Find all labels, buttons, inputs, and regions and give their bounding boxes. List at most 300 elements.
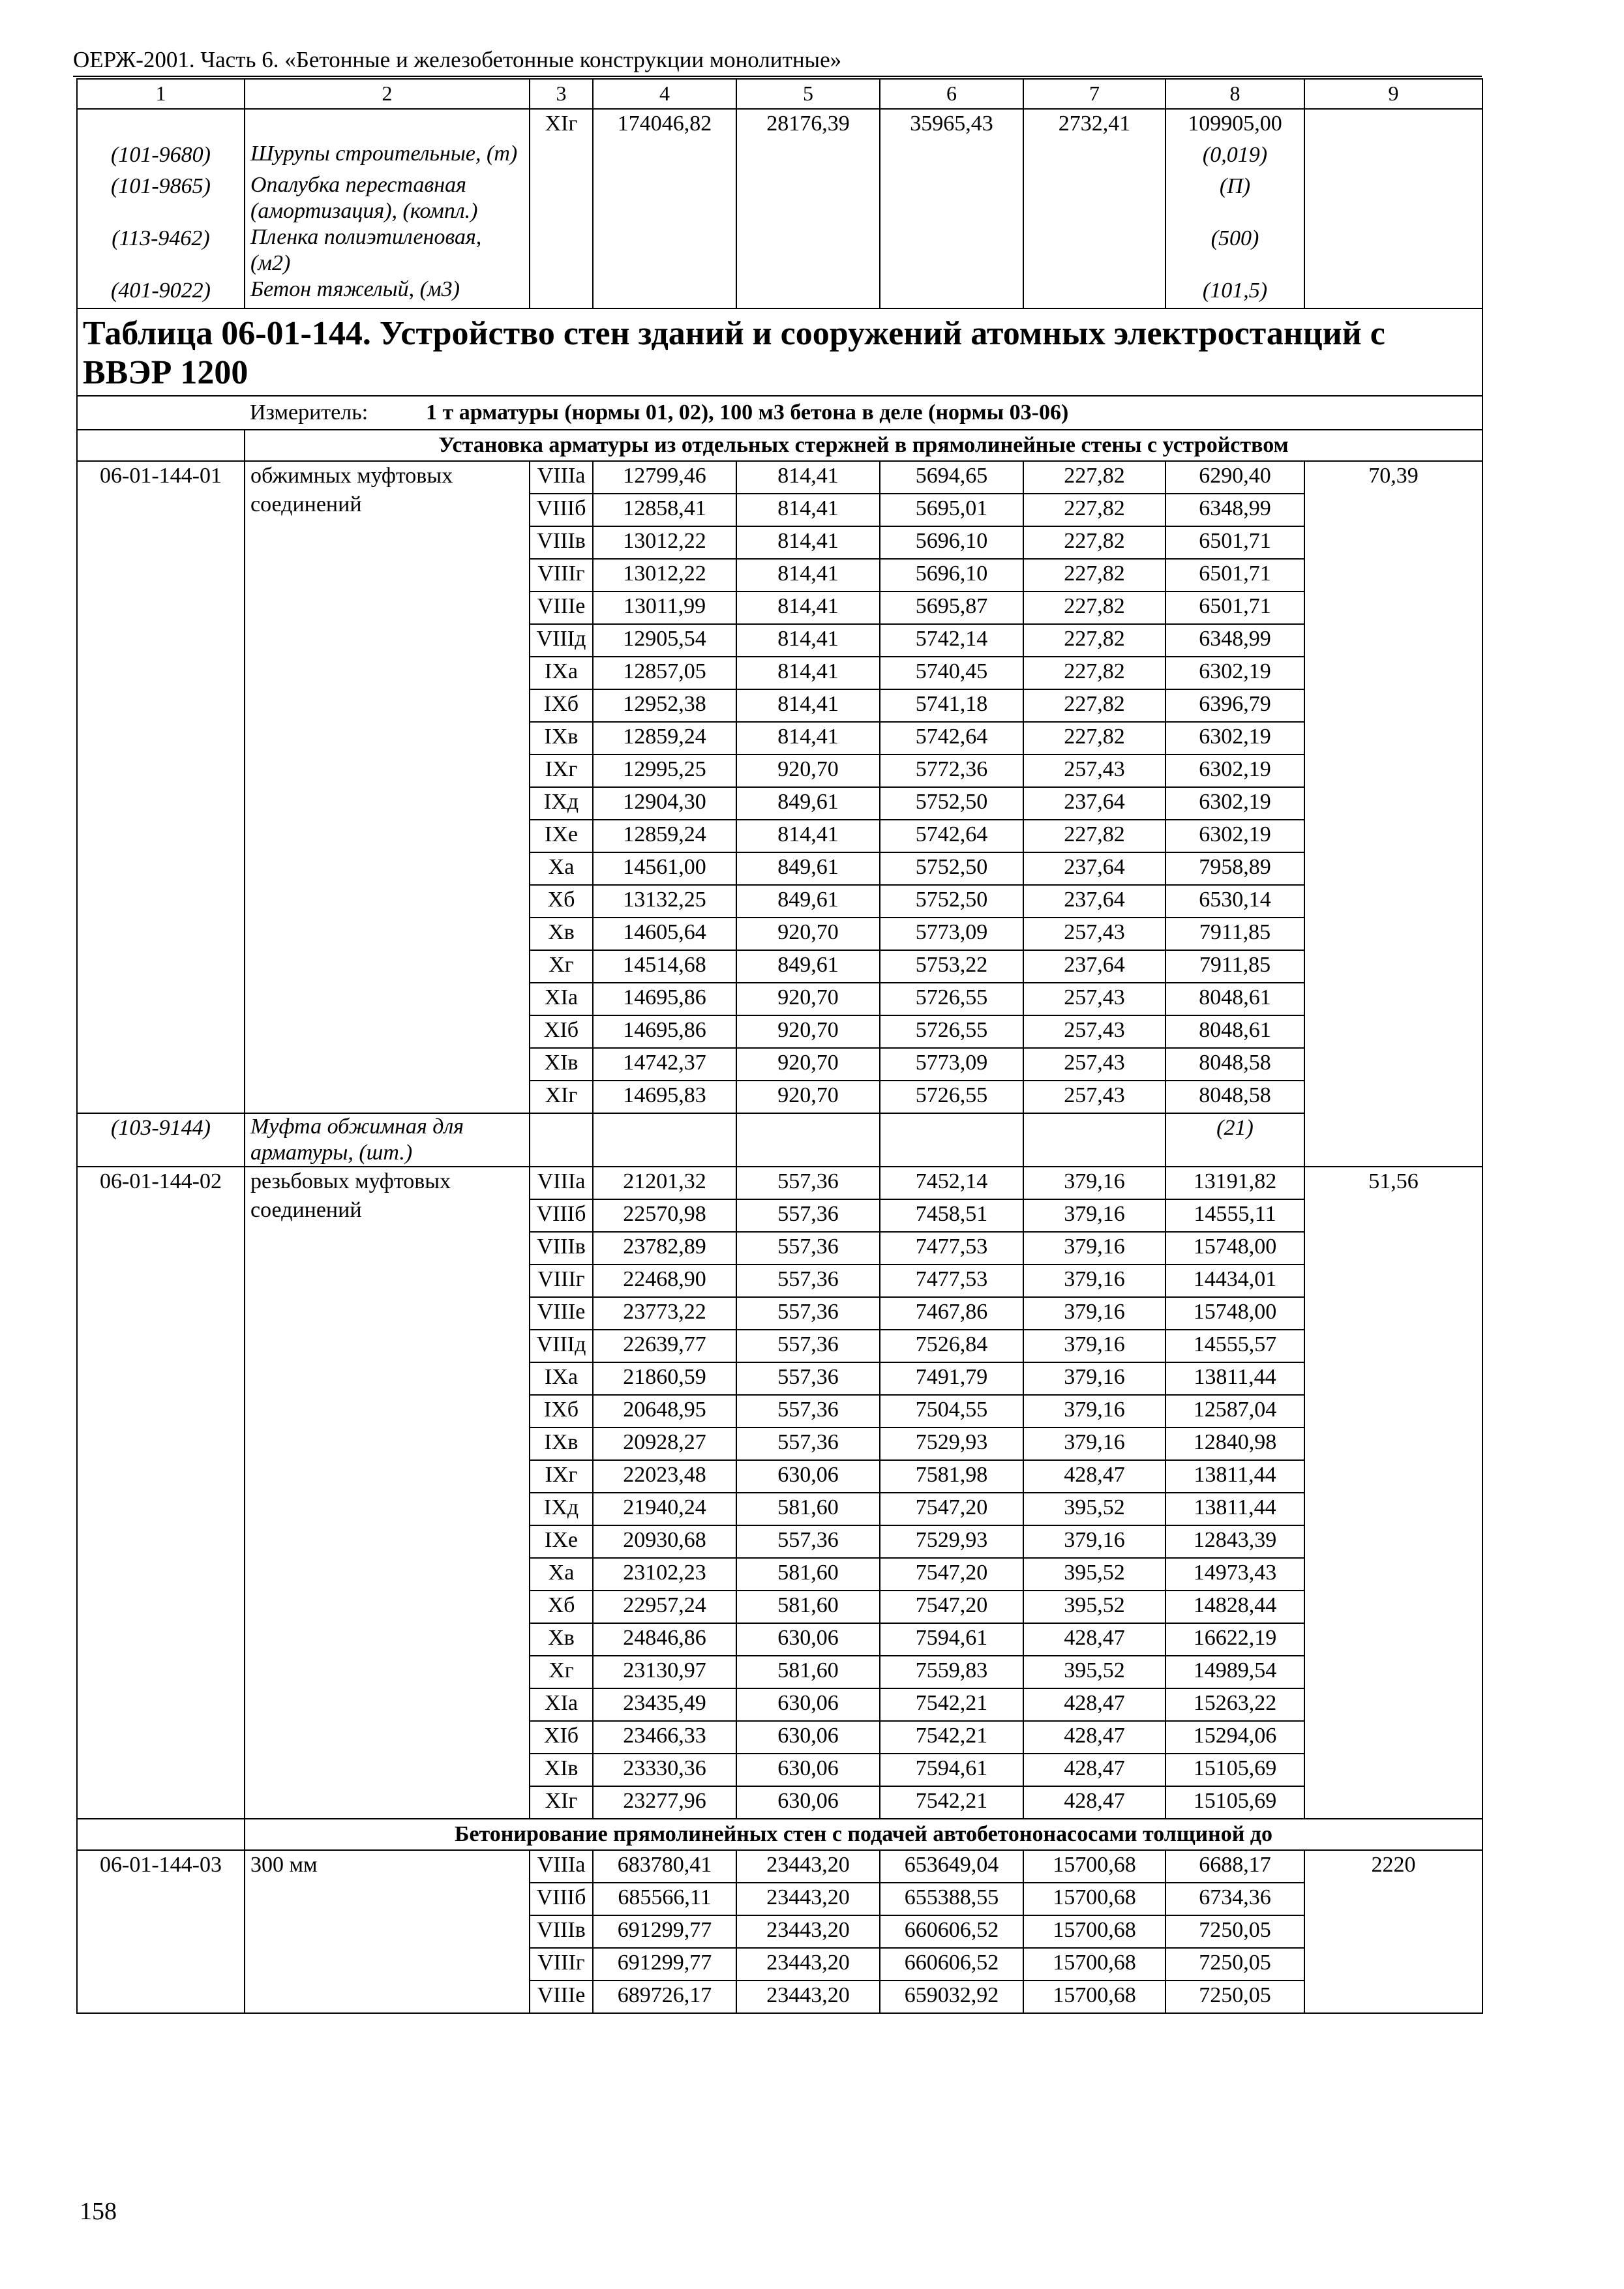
direct-cost-cell: 22023,48	[593, 1460, 736, 1493]
driver-wage-cell: 227,82	[1023, 494, 1165, 526]
empty-cell	[593, 1113, 736, 1167]
resource-quantity: (П)	[1165, 172, 1304, 224]
machine-cost-cell: 7594,61	[880, 1754, 1023, 1786]
meter-cell	[77, 396, 1482, 430]
machine-cost-cell: 7547,20	[880, 1558, 1023, 1591]
empty-cell	[1023, 141, 1165, 172]
material-cost-cell: 12843,39	[1165, 1525, 1304, 1558]
zone-cell: IXа	[530, 1362, 593, 1395]
table-row	[77, 461, 1482, 494]
wage-cell: 630,06	[736, 1688, 880, 1721]
wage-cell: 814,41	[736, 494, 880, 526]
direct-cost-cell: 174046,82	[593, 109, 736, 141]
zone-cell: XIа	[530, 1688, 593, 1721]
empty-cell	[593, 141, 736, 172]
driver-wage-cell: 379,16	[1023, 1232, 1165, 1264]
empty-cell	[530, 141, 593, 172]
zone-cell: Xб	[530, 1591, 593, 1623]
machine-cost-cell: 5741,18	[880, 689, 1023, 722]
direct-cost-cell: 691299,77	[593, 1948, 736, 1981]
material-cost-cell: 14828,44	[1165, 1591, 1304, 1623]
machine-cost-cell: 7581,98	[880, 1460, 1023, 1493]
resource-quantity: (0,019)	[1165, 141, 1304, 172]
price-table	[76, 78, 1483, 2014]
material-cost-cell: 6348,99	[1165, 624, 1304, 657]
zone-cell: XIг	[530, 109, 593, 141]
labor-cost-cell: 51,56	[1304, 1167, 1482, 1819]
direct-cost-cell: 12859,24	[593, 820, 736, 852]
machine-cost-cell: 7526,84	[880, 1330, 1023, 1362]
section-spacer	[77, 430, 245, 461]
material-cost-cell: 8048,61	[1165, 983, 1304, 1015]
wage-cell: 814,41	[736, 591, 880, 624]
column-number: 6	[880, 79, 1023, 109]
machine-cost-cell: 5753,22	[880, 950, 1023, 983]
column-number: 8	[1165, 79, 1304, 109]
zone-cell: IXд	[530, 1493, 593, 1525]
zone-cell: XIв	[530, 1048, 593, 1081]
zone-cell: VIIIе	[530, 1981, 593, 2013]
zone-cell: IXа	[530, 657, 593, 689]
column-number: 1	[77, 79, 245, 109]
material-cost-cell: 6302,19	[1165, 787, 1304, 820]
direct-cost-cell: 691299,77	[593, 1915, 736, 1948]
machine-cost-cell: 5726,55	[880, 1015, 1023, 1048]
resource-quantity: (101,5)	[1165, 277, 1304, 308]
material-cost-cell: 6530,14	[1165, 885, 1304, 918]
material-cost-cell: 8048,58	[1165, 1081, 1304, 1113]
driver-wage-cell: 227,82	[1023, 559, 1165, 591]
direct-cost-cell: 23102,23	[593, 1558, 736, 1591]
zone-cell: VIIIа	[530, 1850, 593, 1883]
wage-cell: 581,60	[736, 1591, 880, 1623]
section-heading: Установка арматуры из отдельных стержней в прямолинейные стены с устройством	[245, 430, 1482, 461]
driver-wage-cell: 428,47	[1023, 1688, 1165, 1721]
empty-cell	[530, 277, 593, 308]
material-cost-cell: 13811,44	[1165, 1362, 1304, 1395]
norm-code: 06-01-144-02	[77, 1167, 245, 1819]
empty-cell	[736, 224, 880, 277]
direct-cost-cell: 14695,86	[593, 1015, 736, 1048]
driver-wage-cell: 379,16	[1023, 1330, 1165, 1362]
wage-cell: 557,36	[736, 1167, 880, 1199]
column-number: 3	[530, 79, 593, 109]
norm-name: резьбовых муфтовых соединений	[245, 1167, 530, 1819]
direct-cost-cell: 683780,41	[593, 1850, 736, 1883]
resource-code: (113-9462)	[77, 224, 245, 277]
machine-cost-cell: 7452,14	[880, 1167, 1023, 1199]
direct-cost-cell: 23277,96	[593, 1786, 736, 1819]
driver-wage-cell: 395,52	[1023, 1591, 1165, 1623]
driver-wage-cell: 227,82	[1023, 591, 1165, 624]
zone-cell: IXе	[530, 820, 593, 852]
driver-wage-cell: 257,43	[1023, 1048, 1165, 1081]
wage-cell: 23443,20	[736, 1948, 880, 1981]
zone-cell: XIа	[530, 983, 593, 1015]
zone-cell: IXе	[530, 1525, 593, 1558]
wage-cell: 630,06	[736, 1754, 880, 1786]
driver-wage-cell: 428,47	[1023, 1460, 1165, 1493]
zone-cell: VIIIб	[530, 494, 593, 526]
zone-cell: IXб	[530, 689, 593, 722]
machine-cost-cell: 7547,20	[880, 1591, 1023, 1623]
material-cost-cell: 7911,85	[1165, 918, 1304, 950]
table-title-row	[77, 308, 1482, 396]
machine-cost-cell: 5773,09	[880, 918, 1023, 950]
meter-row	[77, 396, 1482, 430]
empty-cell	[880, 1113, 1023, 1167]
empty-cell	[1023, 277, 1165, 308]
driver-wage-cell: 237,64	[1023, 852, 1165, 885]
driver-wage-cell: 379,16	[1023, 1297, 1165, 1330]
direct-cost-cell: 14605,64	[593, 918, 736, 950]
section-heading-row	[77, 1819, 1482, 1850]
machine-cost-cell: 659032,92	[880, 1981, 1023, 2013]
zone-cell: XIб	[530, 1721, 593, 1754]
material-cost-cell: 12587,04	[1165, 1395, 1304, 1428]
zone-cell: XIб	[530, 1015, 593, 1048]
direct-cost-cell: 23773,22	[593, 1297, 736, 1330]
direct-cost-cell: 14561,00	[593, 852, 736, 885]
driver-wage-cell: 395,52	[1023, 1656, 1165, 1688]
material-cost-cell: 13811,44	[1165, 1493, 1304, 1525]
wage-cell: 920,70	[736, 1048, 880, 1081]
zone-cell: Xг	[530, 1656, 593, 1688]
zone-cell: VIIIг	[530, 1948, 593, 1981]
resource-row	[77, 277, 1482, 308]
wage-cell: 630,06	[736, 1721, 880, 1754]
machine-cost-cell: 7529,93	[880, 1428, 1023, 1460]
direct-cost-cell: 20648,95	[593, 1395, 736, 1428]
zone-cell: XIг	[530, 1081, 593, 1113]
direct-cost-cell: 22639,77	[593, 1330, 736, 1362]
driver-wage-cell: 227,82	[1023, 689, 1165, 722]
wage-cell: 557,36	[736, 1428, 880, 1460]
material-cost-cell: 6302,19	[1165, 722, 1304, 755]
wage-cell: 814,41	[736, 624, 880, 657]
machine-cost-cell: 5694,65	[880, 461, 1023, 494]
wage-cell: 814,41	[736, 722, 880, 755]
driver-wage-cell: 379,16	[1023, 1362, 1165, 1395]
name-cell	[245, 109, 530, 141]
zone-cell: IXв	[530, 722, 593, 755]
driver-wage-cell: 428,47	[1023, 1721, 1165, 1754]
direct-cost-cell: 23435,49	[593, 1688, 736, 1721]
wage-cell: 557,36	[736, 1362, 880, 1395]
machine-cost-cell: 5742,14	[880, 624, 1023, 657]
column-number: 5	[736, 79, 880, 109]
machine-cost-cell: 7477,53	[880, 1232, 1023, 1264]
wage-cell: 23443,20	[736, 1883, 880, 1915]
driver-wage-cell: 395,52	[1023, 1558, 1165, 1591]
resource-name: Шурупы строительные, (т)	[245, 141, 530, 172]
driver-wage-cell: 237,64	[1023, 950, 1165, 983]
machine-cost-cell: 35965,43	[880, 109, 1023, 141]
empty-cell	[736, 1113, 880, 1167]
page-number: 158	[80, 2198, 117, 2225]
material-cost-cell: 6501,71	[1165, 591, 1304, 624]
driver-wage-cell: 237,64	[1023, 885, 1165, 918]
direct-cost-cell: 12995,25	[593, 755, 736, 787]
empty-cell	[1023, 1113, 1165, 1167]
driver-wage-cell: 15700,68	[1023, 1981, 1165, 2013]
zone-cell: IXв	[530, 1428, 593, 1460]
material-cost-cell: 6688,17	[1165, 1850, 1304, 1883]
zone-cell: Xв	[530, 918, 593, 950]
machine-cost-cell: 7559,83	[880, 1656, 1023, 1688]
machine-cost-cell: 7467,86	[880, 1297, 1023, 1330]
machine-cost-cell: 5726,55	[880, 1081, 1023, 1113]
wage-cell: 814,41	[736, 461, 880, 494]
page-header: ОЕРЖ-2001. Часть 6. «Бетонные и железобетонные конструкции монолитные»	[73, 47, 842, 72]
driver-wage-cell: 227,82	[1023, 526, 1165, 559]
machine-cost-cell: 5695,01	[880, 494, 1023, 526]
wage-cell: 557,36	[736, 1330, 880, 1362]
empty-cell	[1304, 224, 1482, 277]
code-cell	[77, 109, 245, 141]
direct-cost-cell: 23330,36	[593, 1754, 736, 1786]
wage-cell: 23443,20	[736, 1850, 880, 1883]
direct-cost-cell: 20930,68	[593, 1525, 736, 1558]
machine-cost-cell: 5742,64	[880, 820, 1023, 852]
wage-cell: 630,06	[736, 1623, 880, 1656]
wage-cell: 557,36	[736, 1199, 880, 1232]
direct-cost-cell: 14514,68	[593, 950, 736, 983]
meter-label: Измеритель:	[250, 400, 368, 425]
driver-wage-cell: 257,43	[1023, 1015, 1165, 1048]
column-number: 9	[1304, 79, 1482, 109]
driver-wage-cell: 379,16	[1023, 1525, 1165, 1558]
material-cost-cell: 109905,00	[1165, 109, 1304, 141]
machine-cost-cell: 5752,50	[880, 787, 1023, 820]
direct-cost-cell: 14695,86	[593, 983, 736, 1015]
material-cost-cell: 14555,57	[1165, 1330, 1304, 1362]
resource-name: Пленка полиэтиленовая, (м2)	[245, 224, 530, 277]
direct-cost-cell: 20928,27	[593, 1428, 736, 1460]
norm-code: 06-01-144-03	[77, 1850, 245, 2013]
direct-cost-cell: 24846,86	[593, 1623, 736, 1656]
zone-cell: VIIIе	[530, 591, 593, 624]
material-cost-cell: 15748,00	[1165, 1232, 1304, 1264]
zone-cell: IXг	[530, 1460, 593, 1493]
material-cost-cell: 14973,43	[1165, 1558, 1304, 1591]
machine-cost-cell: 5772,36	[880, 755, 1023, 787]
wage-cell: 557,36	[736, 1297, 880, 1330]
wage-cell: 920,70	[736, 983, 880, 1015]
zone-cell: VIIIг	[530, 1264, 593, 1297]
machine-cost-cell: 660606,52	[880, 1948, 1023, 1981]
material-cost-cell: 7250,05	[1165, 1948, 1304, 1981]
wage-cell: 814,41	[736, 820, 880, 852]
direct-cost-cell: 12857,05	[593, 657, 736, 689]
wage-cell: 814,41	[736, 526, 880, 559]
material-cost-cell: 15748,00	[1165, 1297, 1304, 1330]
driver-wage-cell: 15700,68	[1023, 1850, 1165, 1883]
zone-cell: VIIIг	[530, 559, 593, 591]
zone-cell: XIв	[530, 1754, 593, 1786]
driver-wage-cell: 379,16	[1023, 1428, 1165, 1460]
zone-cell: XIг	[530, 1786, 593, 1819]
table-row	[77, 1850, 1482, 1883]
resource-row	[77, 172, 1482, 224]
norm-name: 300 мм	[245, 1850, 530, 2013]
machine-cost-cell: 5696,10	[880, 526, 1023, 559]
direct-cost-cell: 12952,38	[593, 689, 736, 722]
machine-cost-cell: 7594,61	[880, 1623, 1023, 1656]
driver-wage-cell: 227,82	[1023, 624, 1165, 657]
direct-cost-cell: 22957,24	[593, 1591, 736, 1623]
wage-cell: 814,41	[736, 657, 880, 689]
zone-cell: VIIIе	[530, 1297, 593, 1330]
resource-row	[77, 224, 1482, 277]
direct-cost-cell: 22468,90	[593, 1264, 736, 1297]
empty-cell	[530, 224, 593, 277]
empty-cell	[880, 224, 1023, 277]
driver-wage-cell: 395,52	[1023, 1493, 1165, 1525]
wage-cell: 920,70	[736, 755, 880, 787]
zone-cell: VIIIв	[530, 1232, 593, 1264]
wage-cell: 849,61	[736, 787, 880, 820]
material-cost-cell: 6302,19	[1165, 820, 1304, 852]
wage-cell: 920,70	[736, 1015, 880, 1048]
wage-cell: 23443,20	[736, 1981, 880, 2013]
material-cost-cell: 6734,36	[1165, 1883, 1304, 1915]
direct-cost-cell: 12799,46	[593, 461, 736, 494]
machine-cost-cell: 5726,55	[880, 983, 1023, 1015]
zone-cell: VIIIв	[530, 1915, 593, 1948]
zone-cell: VIIIа	[530, 461, 593, 494]
driver-wage-cell: 379,16	[1023, 1167, 1165, 1199]
machine-cost-cell: 5752,50	[880, 852, 1023, 885]
material-cost-cell: 14434,01	[1165, 1264, 1304, 1297]
wage-cell: 557,36	[736, 1395, 880, 1428]
driver-wage-cell: 15700,68	[1023, 1915, 1165, 1948]
material-cost-cell: 15294,06	[1165, 1721, 1304, 1754]
table-row	[77, 1167, 1482, 1199]
driver-wage-cell: 227,82	[1023, 722, 1165, 755]
direct-cost-cell: 21860,59	[593, 1362, 736, 1395]
empty-cell	[530, 172, 593, 224]
table-body	[77, 79, 1482, 2013]
driver-wage-cell: 227,82	[1023, 820, 1165, 852]
machine-cost-cell: 5696,10	[880, 559, 1023, 591]
material-cost-cell: 6302,19	[1165, 755, 1304, 787]
machine-cost-cell: 5695,87	[880, 591, 1023, 624]
resource-name: Муфта обжимная для арматуры, (шт.)	[245, 1113, 530, 1167]
zone-cell: VIIIд	[530, 624, 593, 657]
driver-wage-cell: 237,64	[1023, 787, 1165, 820]
section-spacer	[77, 1819, 245, 1850]
machine-cost-cell: 5752,50	[880, 885, 1023, 918]
machine-cost-cell: 7547,20	[880, 1493, 1023, 1525]
empty-cell	[880, 141, 1023, 172]
header-rule	[73, 76, 1482, 77]
machine-cost-cell: 655388,55	[880, 1883, 1023, 1915]
empty-cell	[1304, 172, 1482, 224]
direct-cost-cell: 13012,22	[593, 559, 736, 591]
empty-cell	[530, 1113, 593, 1167]
meter-value: 1 т арматуры (нормы 01, 02), 100 м3 бетона в деле (нормы 03-06)	[426, 400, 1069, 425]
material-cost-cell: 16622,19	[1165, 1623, 1304, 1656]
direct-cost-cell: 22570,98	[593, 1199, 736, 1232]
direct-cost-cell: 685566,11	[593, 1883, 736, 1915]
driver-wage-cell: 2732,41	[1023, 109, 1165, 141]
resource-name: Бетон тяжелый, (м3)	[245, 277, 530, 308]
direct-cost-cell: 12904,30	[593, 787, 736, 820]
zone-cell: Xа	[530, 852, 593, 885]
direct-cost-cell: 14695,83	[593, 1081, 736, 1113]
empty-cell	[736, 277, 880, 308]
empty-cell	[736, 172, 880, 224]
wage-cell: 814,41	[736, 559, 880, 591]
zone-cell: VIIIа	[530, 1167, 593, 1199]
zone-cell: VIIIб	[530, 1199, 593, 1232]
machine-cost-cell: 7542,21	[880, 1786, 1023, 1819]
driver-wage-cell: 15700,68	[1023, 1883, 1165, 1915]
column-number: 2	[245, 79, 530, 109]
resource-row	[77, 1113, 1482, 1167]
zone-cell: IXг	[530, 755, 593, 787]
empty-cell	[880, 172, 1023, 224]
direct-cost-cell: 23466,33	[593, 1721, 736, 1754]
driver-wage-cell: 379,16	[1023, 1395, 1165, 1428]
zone-cell: VIIIд	[530, 1330, 593, 1362]
zone-cell: VIIIб	[530, 1883, 593, 1915]
zone-cell: VIIIв	[530, 526, 593, 559]
norm-code: 06-01-144-01	[77, 461, 245, 1113]
material-cost-cell: 15263,22	[1165, 1688, 1304, 1721]
direct-cost-cell: 23782,89	[593, 1232, 736, 1264]
material-cost-cell: 7250,05	[1165, 1915, 1304, 1948]
driver-wage-cell: 227,82	[1023, 657, 1165, 689]
empty-cell	[880, 277, 1023, 308]
wage-cell: 920,70	[736, 1081, 880, 1113]
zone-cell: IXд	[530, 787, 593, 820]
wage-cell: 849,61	[736, 950, 880, 983]
material-cost-cell: 14555,11	[1165, 1199, 1304, 1232]
machine-cost-cell: 660606,52	[880, 1915, 1023, 1948]
material-cost-cell: 8048,58	[1165, 1048, 1304, 1081]
column-number: 4	[593, 79, 736, 109]
wage-cell: 581,60	[736, 1493, 880, 1525]
driver-wage-cell: 227,82	[1023, 461, 1165, 494]
resource-name: Опалубка переставная (амортизация), (компл.)	[245, 172, 530, 224]
driver-wage-cell: 257,43	[1023, 755, 1165, 787]
material-cost-cell: 14989,54	[1165, 1656, 1304, 1688]
wage-cell: 920,70	[736, 918, 880, 950]
material-cost-cell: 13191,82	[1165, 1167, 1304, 1199]
empty-cell	[1304, 141, 1482, 172]
material-cost-cell: 7911,85	[1165, 950, 1304, 983]
column-number: 7	[1023, 79, 1165, 109]
direct-cost-cell: 21940,24	[593, 1493, 736, 1525]
empty-cell	[593, 172, 736, 224]
material-cost-cell: 12840,98	[1165, 1428, 1304, 1460]
wage-cell: 814,41	[736, 689, 880, 722]
machine-cost-cell: 7477,53	[880, 1264, 1023, 1297]
norm-name: обжимных муфтовых соединений	[245, 461, 530, 1113]
resource-row	[77, 141, 1482, 172]
material-cost-cell: 6302,19	[1165, 657, 1304, 689]
machine-cost-cell: 7458,51	[880, 1199, 1023, 1232]
zone-cell: Xб	[530, 885, 593, 918]
wage-cell: 630,06	[736, 1460, 880, 1493]
empty-cell	[1023, 224, 1165, 277]
section-heading: Бетонирование прямолинейных стен с подачей автобетононасосами толщиной до	[245, 1819, 1482, 1850]
empty-cell	[1023, 172, 1165, 224]
direct-cost-cell: 12905,54	[593, 624, 736, 657]
wage-cell: 557,36	[736, 1264, 880, 1297]
